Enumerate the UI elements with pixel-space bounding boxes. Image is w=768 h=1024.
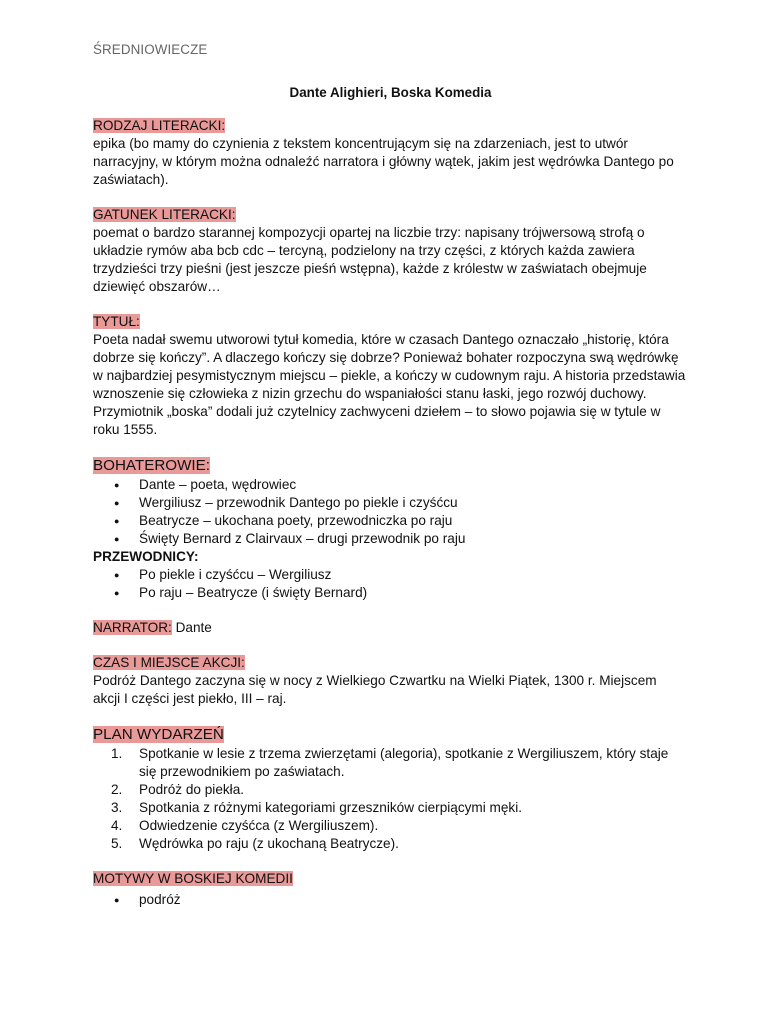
- list-item-text: Spotkanie w lesie z trzema zwierzętami (alegoria), spotkanie z Wergiliuszem, który staje się przewodnikiem po zaświatach.: [139, 746, 669, 779]
- section-label-rodzaj: RODZAJ LITERACKI:: [93, 118, 226, 133]
- list-item: [93, 781, 688, 799]
- list-item: ● Święty Bernard z Clairvaux – drugi przewodnik po raju: [93, 530, 688, 548]
- list-item: ● podróż: [93, 891, 688, 909]
- list-item: [93, 835, 688, 853]
- list-motywy: [93, 891, 688, 909]
- list-item-number: 2.: [111, 782, 123, 797]
- list-item-text: Odwiedzenie czyśćca (z Wergiliuszem).: [139, 818, 379, 833]
- list-plan: [93, 745, 688, 853]
- section-text-rodzaj: epika (bo mamy do czynienia z tekstem koncentrującym się na zdarzeniach, jest to utwór narracyjny, w którym można odnaleźć narratora i główny wątek, jakim jest wędrówka Dantego po zaświatach).: [93, 136, 674, 187]
- list-item-number: 4.: [111, 818, 123, 833]
- section-gatunek: [93, 206, 688, 296]
- page-header: ŚREDNIOWIECZE: [93, 42, 208, 57]
- list-item: [93, 799, 688, 817]
- section-tytul: [93, 313, 688, 439]
- section-label-narrator: NARRATOR:: [93, 620, 172, 635]
- section-text-tytul-1: Poeta nadał swemu utworowi tytuł komedia, które w czasach Dantego oznaczało „historię, która dobrze się kończy”. A dlaczego kończy się dobrze? Ponieważ bohater rozpoczyna swą wędrówkę w najbardziej pesymistycznym miejscu – piekle, a kończy w cudownym raju. A historia przedstawia wznoszenie się człowieka z nizin grzechu do wspaniałości stanu łaski, jego rozwój duchowy.: [93, 332, 686, 401]
- list-item: [93, 817, 688, 835]
- section-plan: [93, 724, 688, 853]
- list-przewodnicy: [93, 566, 688, 602]
- section-label-tytul: TYTUŁ:: [93, 314, 140, 329]
- list-item-number: 3.: [111, 800, 123, 815]
- list-item: ● Dante – poeta, wędrowiec: [93, 476, 688, 494]
- list-item: [93, 745, 688, 781]
- page-title: Dante Alighieri, Boska Komedia: [289, 85, 492, 100]
- section-rodzaj: [93, 117, 688, 189]
- section-label-bohaterowie: BOHATEROWIE:: [93, 457, 211, 474]
- section-narrator: [93, 619, 688, 637]
- section-label-plan: PLAN WYDARZEŃ: [93, 726, 224, 743]
- list-item-number: 5.: [111, 836, 123, 851]
- section-czas: [93, 654, 688, 708]
- list-item: ● Po raju – Beatrycze (i święty Bernard): [93, 584, 688, 602]
- przewodnicy-label: PRZEWODNICY:: [93, 549, 199, 564]
- section-text-czas: Podróż Dantego zaczyna się w nocy z Wielkiego Czwartku na Wielki Piątek, 1300 r. Miejscem akcji I części jest piekło, III – raj.: [93, 673, 657, 706]
- list-item-number: 1.: [111, 746, 123, 761]
- list-item: ● Beatrycze – ukochana poety, przewodniczka po raju: [93, 512, 688, 530]
- list-item: ● Po piekle i czyśćcu – Wergiliusz: [93, 566, 688, 584]
- narrator-value: Dante: [171, 620, 212, 635]
- list-item-text: Spotkania z różnymi kategoriami grzeszników cierpiącymi męki.: [139, 800, 523, 815]
- section-label-motywy: MOTYWY W BOSKIEJ KOMEDII: [93, 871, 293, 886]
- section-bohaterowie: [93, 455, 688, 602]
- list-item-text: Wędrówka po raju (z ukochaną Beatrycze).: [139, 836, 399, 851]
- section-label-gatunek: GATUNEK LITERACKI:: [93, 207, 236, 222]
- section-label-czas: CZAS I MIEJSCE AKCJI:: [93, 655, 245, 670]
- list-item-text: Podróż do piekła.: [139, 782, 245, 797]
- section-text-tytul-2: Przymiotnik „boska” dodali już czytelnicy zachwyceni dziełem – to słowo pojawia się w tytule w roku 1555.: [93, 404, 661, 437]
- list-item: ● Wergiliusz – przewodnik Dantego po piekle i czyśćcu: [93, 494, 688, 512]
- list-bohaterowie: [93, 476, 688, 548]
- section-motywy: [93, 870, 688, 909]
- section-text-gatunek: poemat o bardzo starannej kompozycji opartej na liczbie trzy: napisany trójwersową strofą o układzie rymów aba bcb cdc – tercyną, podzielony na trzy części, z których każda zawiera trzydzieści trzy pieśni (jest jeszcze pieśń wstępna), każde z królestw w zaświatach obejmuje dziewięć obszarów…: [93, 225, 647, 294]
